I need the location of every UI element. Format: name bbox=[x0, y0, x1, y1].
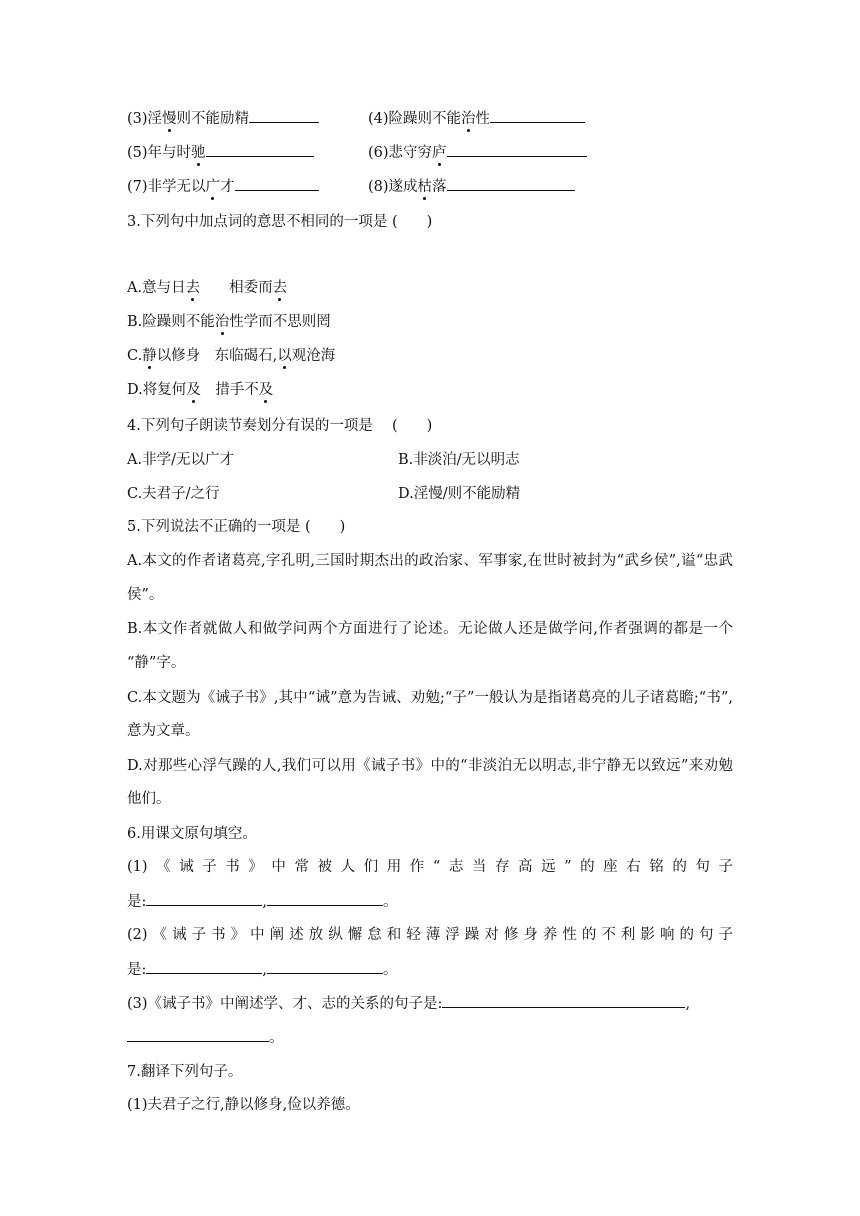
q2-item-6: (6)悲守穷庐 bbox=[368, 142, 587, 163]
dotted-char: 治 bbox=[461, 111, 476, 127]
answer-paren[interactable]: ( ) bbox=[391, 214, 433, 230]
q5-option-d-line2: 他们。 bbox=[127, 791, 171, 807]
q5-option-a-line1: A.本文的作者诸葛亮,字孔明,三国时期杰出的政治家、军事家,在世时被封为“武乡侯”,谥“忠武 bbox=[127, 553, 733, 569]
answer-blank[interactable] bbox=[442, 993, 685, 1008]
q5-option-b-line2: “静”字。 bbox=[127, 655, 186, 671]
answer-blank[interactable] bbox=[447, 176, 575, 191]
answer-blank[interactable] bbox=[206, 142, 314, 157]
q7-sub1: (1)夫君子之行,静以修身,俭以养德。 bbox=[127, 1097, 360, 1113]
dotted-char: 驰 bbox=[191, 145, 206, 161]
dotted-char: 治 bbox=[214, 314, 230, 330]
answer-paren[interactable]: ( ) bbox=[391, 418, 433, 434]
q6-sub2-line2: 是: , 。 bbox=[127, 959, 398, 980]
q6-sub1-line2: 是: , 。 bbox=[127, 891, 398, 912]
q4-stem: 4.下列句子朗读节奏划分有误的一项是 ( ) bbox=[127, 418, 433, 434]
q5-option-d-line1: D.对那些心浮气躁的人,我们可以用《诫子书》中的“非淡泊无以明志,非宁静无以致远”来劝勉 bbox=[127, 758, 733, 774]
q6-stem: 6.用课文原句填空。 bbox=[127, 826, 257, 842]
dotted-char: 去 bbox=[272, 280, 288, 296]
answer-blank[interactable] bbox=[267, 959, 383, 974]
q2-item-4: (4)险躁则不能治性 bbox=[368, 108, 585, 129]
dotted-char: 枯 bbox=[417, 179, 433, 195]
q4-option-d: D.淫慢/则不能励精 bbox=[398, 486, 521, 502]
q3-option-c: C.静以修身 东临碣石,以观沧海 bbox=[127, 348, 336, 364]
q2-item-3: (3)淫慢则不能励精 bbox=[127, 108, 319, 129]
q3-option-a: A.意与日去 相委而去 bbox=[127, 280, 288, 296]
q5-option-c-line1: C.本文题为《诫子书》,其中“诫”意为告诫、劝勉;“子”一般认为是指诸葛亮的儿子诸葛瞻;“书”, bbox=[127, 690, 733, 706]
answer-blank[interactable] bbox=[146, 959, 262, 974]
q2-item-8: (8)遂成枯落 bbox=[368, 176, 575, 197]
q6-sub2-line1: (2)《诫子书》中阐述放纵懈怠和轻薄浮躁对修身养性的不利影响的句子 bbox=[127, 927, 733, 943]
dotted-char: 静 bbox=[142, 348, 157, 364]
q4-option-c: C.夫君子/之行 bbox=[127, 486, 220, 502]
q2-item-5: (5)年与时驰 bbox=[127, 142, 314, 163]
answer-blank[interactable] bbox=[447, 142, 587, 157]
q3-option-b: B.险躁则不能治性学而不思则罔 bbox=[127, 314, 331, 330]
dotted-char: 庐 bbox=[432, 145, 447, 161]
dotted-char: 去 bbox=[185, 280, 201, 296]
q4-option-b: B.非淡泊/无以明志 bbox=[398, 452, 520, 468]
answer-blank[interactable] bbox=[146, 891, 262, 906]
dotted-char: 广 bbox=[205, 179, 221, 195]
answer-blank[interactable] bbox=[127, 1027, 269, 1042]
answer-blank[interactable] bbox=[490, 108, 585, 123]
answer-blank[interactable] bbox=[267, 891, 383, 906]
q2-item-7: (7)非学无以广才 bbox=[127, 176, 319, 197]
q6-sub1-line1: (1)《诫子书》中常被人们用作“志当存高远”的座右铭的句子 bbox=[127, 859, 733, 875]
dotted-char: 慢 bbox=[162, 111, 177, 127]
answer-blank[interactable] bbox=[249, 108, 319, 123]
q5-stem: 5.下列说法不正确的一项是 ( ) bbox=[127, 519, 346, 535]
answer-blank[interactable] bbox=[235, 176, 319, 191]
q6-sub3-line2: 。 bbox=[127, 1027, 284, 1048]
q7-stem: 7.翻译下列句子。 bbox=[127, 1064, 243, 1080]
q5-option-a-line2: 侯”。 bbox=[127, 587, 164, 603]
q5-option-c-line2: 意为文章。 bbox=[127, 723, 200, 739]
q4-option-a: A.非学/无以广才 bbox=[127, 452, 234, 468]
answer-paren[interactable]: ( ) bbox=[304, 519, 346, 535]
q6-sub3-line1: (3)《诫子书》中阐述学、才、志的关系的句子是: , bbox=[127, 993, 690, 1014]
q5-option-b-line1: B.本文作者就做人和做学问两个方面进行了论述。无论做人还是做学问,作者强调的都是一个 bbox=[127, 621, 733, 637]
q3-option-d: D.将复何及 措手不及 bbox=[127, 382, 274, 398]
dotted-char: 及 bbox=[186, 382, 201, 398]
dotted-char: 以 bbox=[277, 348, 292, 364]
dotted-char: 及 bbox=[258, 382, 274, 398]
q3-stem: 3.下列句中加点词的意思不相同的一项是 ( ) bbox=[127, 214, 433, 230]
